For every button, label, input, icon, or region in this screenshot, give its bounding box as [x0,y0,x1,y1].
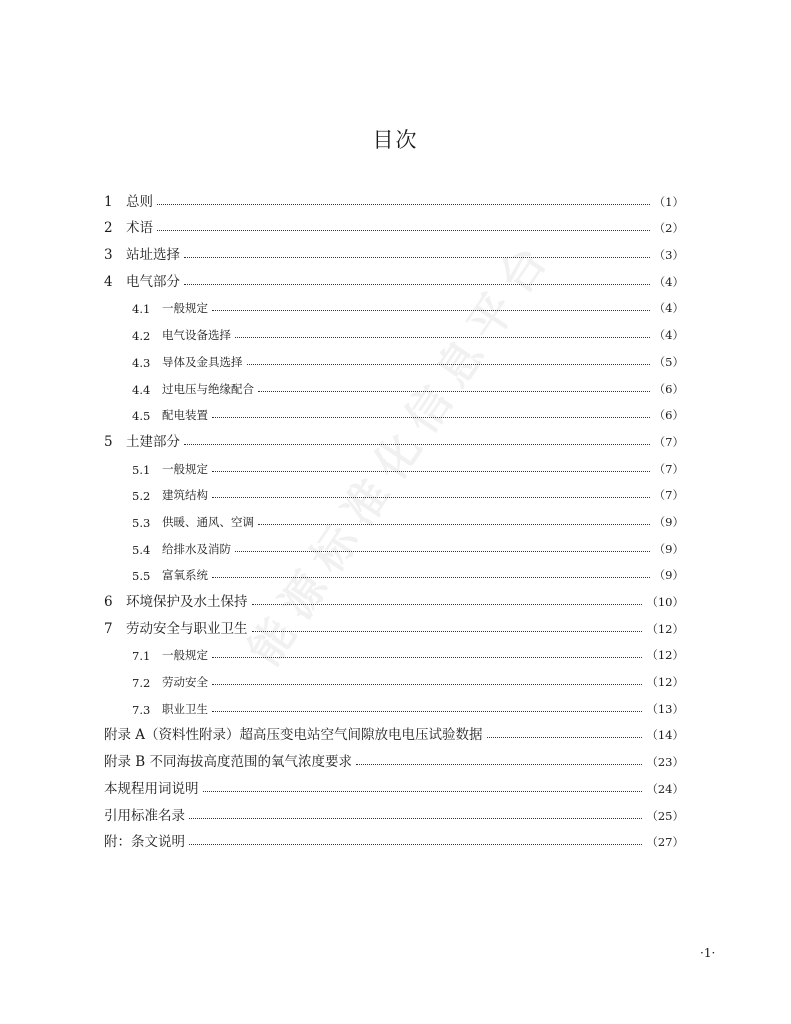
dot-leader [252,603,643,605]
toc-subentry[interactable] [104,370,684,397]
toc-entry-label: 本规程用词说明 [104,780,199,797]
toc-entry-number: 3 [104,247,113,264]
dot-leader [189,817,642,819]
toc-entry-number: 7.3 [132,702,151,717]
toc-entry-number: 4 [104,273,113,290]
toc-subentry[interactable] [104,397,684,424]
toc-entry-label: 劳动安全与职业卫生 [126,620,248,637]
toc-subentry[interactable] [104,690,684,717]
dot-leader [212,656,642,658]
toc-entry-label: 过电压与绝缘配合 [162,381,254,396]
toc-entry-number: 5 [104,433,113,450]
toc-entry-number: 7 [104,620,113,637]
toc-entry-label: 环境保护及水土保持 [126,594,248,610]
dot-leader [212,470,650,472]
toc-entry[interactable] [104,717,684,744]
toc-entry-label: 富氧系统 [162,568,208,583]
dot-leader [212,683,642,685]
toc-entry-page: （14） [646,728,684,743]
toc-subentry[interactable] [104,557,684,584]
toc-subentry[interactable] [104,663,684,690]
toc-entry-page: （12） [646,621,684,636]
toc-entry-number: 4.5 [132,409,151,424]
dot-leader [203,790,643,792]
toc-entry-number: 2 [104,220,113,237]
toc-entry-page: （4） [653,274,684,289]
toc-entry[interactable] [104,770,684,797]
toc-entry-page: （9） [653,568,684,583]
toc-entry-page: （2） [653,221,684,236]
toc-entry-label: 劳动安全 [162,675,208,690]
toc-entry-label: 建筑结构 [162,488,208,503]
toc-entry-page: （23） [646,755,684,770]
toc-entry[interactable] [104,423,684,450]
dot-leader [247,363,650,365]
toc-subentry[interactable] [104,530,684,557]
dot-leader [184,283,650,285]
table-of-contents [104,183,684,850]
toc-entry-number: 5.3 [132,515,151,530]
toc-entry-label: 供暖、通风、空调 [162,514,254,529]
toc-subentry[interactable] [104,316,684,343]
dot-leader [487,736,643,738]
dot-leader [258,523,650,525]
toc-entry-number: 6 [104,594,113,610]
toc-entry-label: 附录 A（资料性附录）超高压变电站空气间隙放电电压试验数据 [104,727,483,744]
toc-subentry[interactable] [104,637,684,664]
toc-subentry[interactable] [104,477,684,504]
toc-entry-label: 站址选择 [126,247,180,264]
toc-entry-number: 5.4 [132,542,151,557]
dot-leader [184,256,650,258]
toc-entry-page: （25） [646,808,684,823]
toc-entry-label: 附：条文说明 [104,834,185,851]
toc-entry-page: （13） [646,701,684,716]
dot-leader [212,576,650,578]
toc-entry[interactable] [104,797,684,824]
dot-leader [157,203,650,205]
toc-entry-label: 一般规定 [162,301,208,316]
page-title: 目次 [372,128,419,152]
toc-entry[interactable] [104,236,684,263]
toc-entry[interactable] [104,183,684,210]
toc-entry-page: （9） [653,514,684,529]
toc-entry-page: （1） [653,194,684,209]
toc-entry-label: 总则 [126,193,153,210]
toc-entry-label: 职业卫生 [162,701,208,716]
toc-entry-number: 4.1 [132,302,151,317]
dot-leader [212,496,650,498]
toc-entry-page: （6） [653,381,684,396]
toc-entry[interactable] [104,610,684,637]
toc-entry-label: 电气部分 [126,273,180,290]
toc-subentry[interactable] [104,290,684,317]
toc-entry-label: 一般规定 [162,648,208,663]
dot-leader [252,630,643,632]
toc-subentry[interactable] [104,450,684,477]
watermark: 能源标准化信息平台 [239,228,564,675]
toc-entry-page: （3） [653,248,684,263]
toc-entry-label: 给排水及消防 [162,541,231,556]
toc-entry-label: 术语 [126,220,153,237]
toc-entry-number: 5.1 [132,462,151,477]
dot-leader [235,336,650,338]
dot-leader [212,710,642,712]
toc-subentry[interactable] [104,343,684,370]
toc-entry-number: 5.5 [132,569,151,584]
dot-leader [212,416,650,418]
toc-entry[interactable] [104,583,684,610]
toc-entry-page: （7） [653,461,684,476]
dot-leader [157,229,650,231]
toc-entry[interactable] [104,743,684,770]
toc-entry-page: （24） [646,781,684,796]
toc-subentry[interactable] [104,503,684,530]
toc-entry-page: （9） [653,541,684,556]
toc-entry-page: （27） [646,835,684,850]
toc-entry-number: 7.2 [132,676,151,691]
toc-entry-page: （7） [653,488,684,503]
toc-entry-page: （5） [653,354,684,369]
dot-leader [356,763,642,765]
toc-entry[interactable] [104,263,684,290]
toc-entry-page: （4） [653,328,684,343]
page-number: ·1· [700,946,716,960]
toc-entry-number: 5.2 [132,489,151,504]
toc-entry-page: （12） [646,675,684,690]
toc-entry-label: 附录 B 不同海拔高度范围的氧气浓度要求 [104,754,353,771]
toc-entry-page: （4） [653,301,684,316]
toc-entry-number: 4.4 [132,382,151,397]
toc-entry-number: 4.2 [132,329,151,344]
dot-leader [212,309,650,311]
toc-entry-number: 4.3 [132,355,151,370]
toc-entry-label: 导体及金具选择 [162,354,243,369]
toc-entry-label: 电气设备选择 [162,328,231,343]
dot-leader [184,443,650,445]
toc-entry-page: （6） [653,408,684,423]
toc-entry-label: 配电装置 [162,408,208,423]
toc-entry[interactable] [104,824,684,851]
toc-entry-page: （10） [646,595,684,609]
toc-entry-page: （12） [646,648,684,663]
dot-leader [258,390,650,392]
toc-entry-label: 一般规定 [162,461,208,476]
dot-leader [235,550,650,552]
toc-entry-label: 土建部分 [126,433,180,450]
dot-leader [189,843,642,845]
toc-entry-label: 引用标准名录 [104,807,185,824]
toc-entry-page: （7） [653,434,684,449]
toc-entry-number: 1 [104,193,113,210]
toc-entry[interactable] [104,210,684,237]
toc-entry-number: 7.1 [132,649,151,664]
